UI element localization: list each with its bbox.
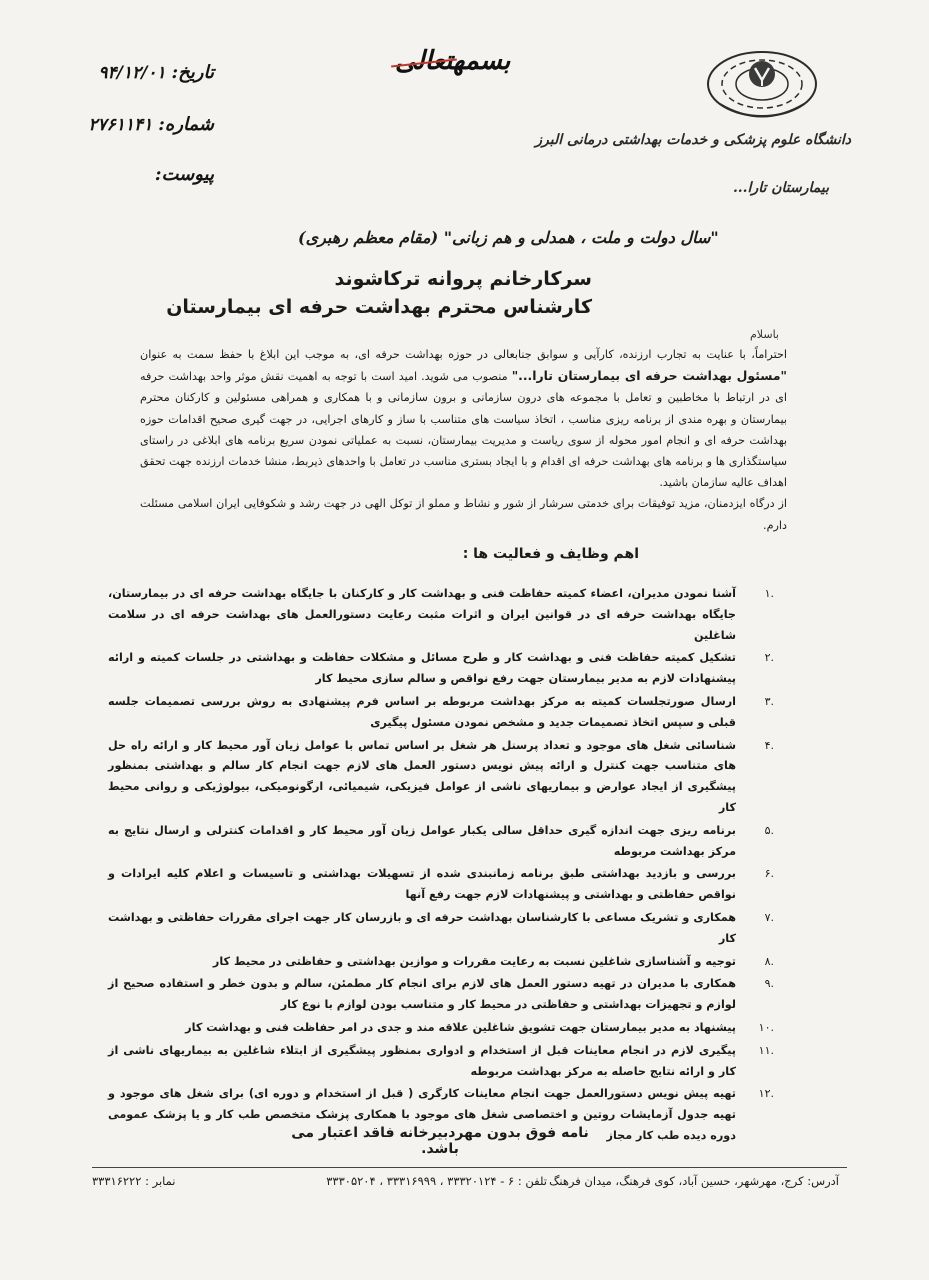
duty-item: .۱۰ پیشنهاد به مدیر بیمارستان جهت تشویق شاغلین علاقه مند و جدی در امر حفاظت فنی و بهداشت کار: [185, 1020, 774, 1034]
duty-item: .۲ تشکیل کمیته حفاظت فنی و بهداشت کار و طرح مسائل و مشکلات حفاظت و بهداشتی در جلسات کمیته و ارائه پیشنهادات لازم به مدیر بیمارستان جهت رفع نواقص و سالم سازی محیط کار: [108, 651, 774, 686]
duty-item: .۶ بررسی و بازدید بهداشتی طبق برنامه زمانبندی شده از تسهیلات بهداشتی و تاسیسات و اعلام کلیه ایرادات و نواقص حفاظتی و بهداشتی و پیشنهادات لازم جهت رفع آنها: [108, 867, 774, 902]
duty-item: .۱۱ پیگیری لازم در انجام معاینات قبل از استخدام و ادواری بمنظور پیشگیری از ابتلاء شاغلین به بیماریهای ناشی از کار و ارائه نتایج حاصله به مرکز بهداشت مربوطه: [108, 1043, 774, 1078]
letter-attachment: [155, 164, 214, 185]
recipient-name: سرکارخانم پروانه ترکاشوند: [334, 268, 592, 290]
number-value: ۲۷۶۱۱۴۱: [88, 115, 153, 135]
body-paragraph-2: از درگاه ایزدمنان، مزید توفیقات برای خدمتی سرشار از شور و نشاط و مملو از توکل الهی در جهت رشد و شکوفایی ایران اسلامی مسئلت دارم.: [140, 497, 787, 532]
footer-phones: تلفن : ۶ - ۳۳۳۲۰۱۲۴ ، ۳۳۳۱۶۹۹۹ ، ۳۳۳۰۵۲۰۴: [326, 1174, 547, 1188]
letter-footer: [92, 1167, 847, 1188]
duty-item: .۱۲ تهیه پیش نویس دستورالعمل جهت انجام معاینات کارگری ( قبل از استخدام و دوره ای) برای شغل های موجود و تهیه جدول آزمایشات روتین و اختصاصی شغل های موجود با همکاری پزشک متخصص طب کار و یا پزشک عمومی دوره دیده طب کار مجاز: [108, 1087, 774, 1142]
duties-title: اهم وظایف و فعالیت ها :: [462, 546, 639, 562]
duty-item: .۴ شناسائی شغل های موجود و تعداد پرسنل هر شغل بر اساس تماس با عوامل زیان آور محیط کار و ارائه راه حل های متناسب جهت کنترل و ارائه پیش نویس دستور العمل های لازم جهت انجام کار سالم و بهداشتی بمنظور پیشگیری از ایجاد عوارض و بیماریهای ناشی از عوامل فیزیکی، شیمیائی، ارگونومیکی، بیولوژیکی و روانی محیط کار: [108, 738, 774, 814]
duties-list: [108, 584, 788, 1149]
assigned-role: "مسئول بهداشت حرفه ای بیمارستان تارا...": [511, 368, 787, 384]
duty-item: .۱ آشنا نمودن مدیران، اعضاء کمیته حفاظت فنی و بهداشت کار و کارکنان با جایگاه بهداشت حرفه ای در بیمارستان، جایگاه بهداشت حرفه ای در قوانین ایران و اثرات مثبت رعایت دستورالعمل های بهداشت حرفه ای در سلامت شاغلین: [108, 587, 774, 642]
footer-address: آدرس: کرج، مهرشهر، حسین آباد، کوی فرهنگ، میدان فرهنگ: [549, 1174, 839, 1188]
basmala-main: بسمه: [452, 46, 511, 76]
duty-item: .۳ ارسال صورتجلسات کمیته به مرکز بهداشت مربوطه بر اساس فرم پیشنهادی به روش بررسی تصمیمات جلسه قبلی و سپس اتخاذ تصمیمات جدید و مشخص نمودن مسئول پیگیری: [108, 694, 774, 729]
university-logo-icon: [700, 34, 820, 129]
greeting: باسلام: [749, 328, 779, 341]
basmala: [395, 46, 510, 76]
duty-item: .۸ توجیه و آشناسازی شاغلین نسبت به رعایت مقررات و موازین بهداشتی و حفاظتی در محیط کار: [212, 954, 774, 968]
body-paragraph-1: احتراماً، با عنایت به تجارب ارزنده، کارآیی و سوابق جنابعالی در حوزه بهداشت حرفه ای، به موجب این ابلاغ با حفظ سمت به عنوان "مسئول بهداشت حرفه ای بیمارستان تارا..." منصوب می شوید. امید است با توجه به اهمیت نقش موثر واحد بهداشت حرفه ای در ارتباط با مخاطبین و تعامل با مجموعه های درون سازمانی و برون سازمانی و با همکاری و همراهی مسئولین و کارکنان محترم بیمارستان و بهره مندی از برنامه ریزی مناسب ، اتخاذ سیاست های متناسب با ساز و کارهای اجرایی، در جهت گیری صحیح اقدامات حوزه بهداشت حرفه ای و انجام امور محوله از سوی ریاست و مدیریت بیمارستان، نسبت به عملیاتی نمودن سریع برنامه های ابلاغی در راستای سیاستگذاری ها و برنامه های بهداشت حرفه ای اقدام و با ایجاد بستری مناسب در تعامل با واحدهای ذیربط، منشا خدمات ارزنده جهت تحقق اهداف عالیه سازمان باشید.: [140, 348, 787, 490]
letter-body: [140, 344, 787, 536]
validity-note: نامه فوق بدون مهردبیرخانه فاقد اعتبار می باشد.: [291, 1125, 589, 1157]
basmala-struck-word: تعالی: [395, 46, 453, 76]
letter-number: [88, 114, 214, 135]
duty-item: .۹ همکاری با مدیران در تهیه دستور العمل های لازم برای انجام کار مطمئن، سالم و بدون خطر و استفاده صحیح از لوازم و تجهیزات بهداشتی و حفاظتی در محیط کار و متناسب بودن لوازم با نوع کار: [108, 977, 774, 1012]
duty-item: .۵ برنامه ریزی جهت اندازه گیری حداقل سالی یکبار عوامل زیان آور محیط کار و اقدامات کنترلی و ارسال نتایج به مرکز بهداشت مربوطه: [108, 823, 774, 858]
footer-fax: نمابر : ۳۳۳۱۶۲۲۲: [92, 1174, 176, 1188]
number-label: شماره:: [158, 114, 214, 135]
attachment-label: پیوست:: [154, 164, 214, 185]
hospital-name: بیمارستان تارا...: [732, 180, 829, 196]
date-value: ۹۴/۱۲/۰۱: [98, 63, 166, 83]
letter-date: [98, 62, 214, 83]
duty-item: .۷ همکاری و تشریک مساعی با کارشناسان بهداشت حرفه ای و بازرسان کار جهت اجرای مقررات حفاظتی و بهداشت کار: [108, 910, 774, 945]
recipient-title: کارشناس محترم بهداشت حرفه ای بیمارستان: [166, 296, 592, 318]
university-name: دانشگاه علوم پزشکی و خدمات بهداشتی درمانی البرز: [535, 132, 851, 148]
date-label: تاریخ:: [171, 62, 214, 83]
year-motto: "سال دولت و ملت ، همدلی و هم زبانی" (مقام معظم رهبری): [298, 228, 719, 247]
